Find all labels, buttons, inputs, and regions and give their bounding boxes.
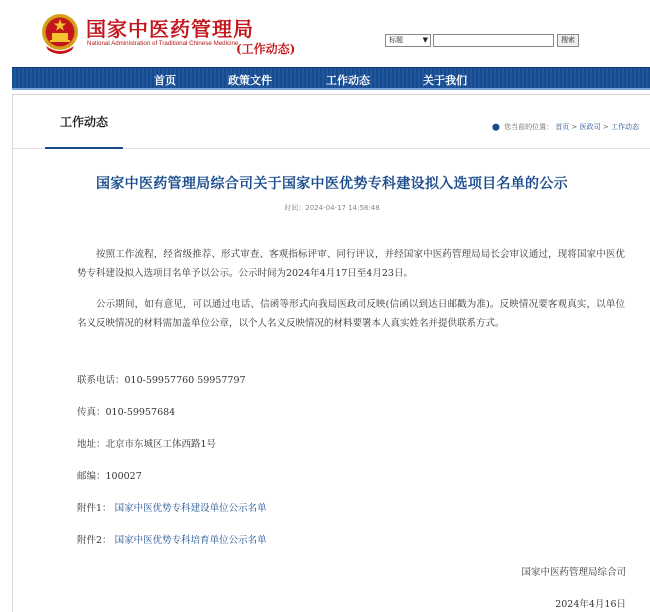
breadcrumb-separator: >: [602, 123, 609, 131]
attachment-2: [77, 532, 267, 546]
breadcrumb-dept[interactable]: 医政司: [579, 123, 601, 131]
section-title: 工作动态: [45, 95, 123, 149]
breadcrumb: [492, 122, 639, 132]
breadcrumb-home[interactable]: 首页: [555, 123, 570, 131]
signature-date: 2024年4月16日: [555, 599, 626, 610]
contact-postcode: 邮编：100027: [77, 471, 142, 482]
contact-phone: 联系电话：010-59957760 59957797: [77, 375, 246, 386]
nav-item-about[interactable]: 关于我们: [423, 74, 467, 87]
site-logo-subtitle: National Administration of Traditional Chinese Medicine: [87, 40, 239, 47]
attachment-label: 附件2：: [77, 535, 112, 546]
search-scope-select[interactable]: [385, 34, 431, 47]
publish-time: 时间：2024-04-17 14:58:48: [284, 204, 380, 212]
breadcrumb-prefix: 您当前的位置：: [504, 123, 554, 131]
national-emblem-icon: [40, 12, 80, 56]
attachment-1: [77, 500, 267, 514]
breadcrumb-separator: >: [571, 123, 578, 131]
search-button[interactable]: 搜索: [557, 34, 579, 47]
signature: 国家中医药管理局综合司: [521, 567, 626, 578]
chevron-down-icon: ▼: [422, 36, 428, 44]
nav-item-work-news[interactable]: 工作动态: [326, 74, 370, 87]
main-nav: [12, 67, 650, 90]
article-title: 国家中医药管理局综合司关于国家中医优势专科建设拟入选项目名单的公示: [96, 176, 568, 192]
attachment-link-1[interactable]: 国家中医优势专科建设单位公示名单: [114, 503, 267, 514]
nav-item-home[interactable]: 首页: [154, 74, 176, 87]
article-paragraph-2: 公示期间，如有意见，可以通过电话、信函等形式向我局医政司反映(信函以到达日邮戳为准)。反映情况要客观真实，以单位名义反映情况的材料需加盖单位公章，以个人名义反映情况的材料要署本人真实姓名并提供联系方式。: [77, 299, 625, 329]
contact-address: 地址：北京市东城区工体西路1号: [77, 439, 217, 450]
section-header: [13, 95, 650, 149]
site-logo-title[interactable]: 国家中医药管理局: [86, 17, 254, 41]
location-pin-icon: ⬤: [492, 123, 500, 131]
content-panel: [12, 94, 650, 612]
attachment-link-2[interactable]: 国家中医优势专科培育单位公示名单: [114, 535, 267, 546]
site-header: [0, 0, 650, 66]
breadcrumb-current[interactable]: 工作动态: [611, 123, 639, 131]
attachment-label: 附件1：: [77, 503, 112, 514]
article-paragraph-1: 按照工作流程，经省级推荐、形式审查、客观指标评审、同行评议，并经国家中医药管理局局长会审议通过，现将国家中医优势专科建设拟入选项目名单予以公示。公示时间为2024年4月17日至4月23日。: [77, 249, 625, 279]
nav-item-policy[interactable]: 政策文件: [228, 74, 272, 87]
search-scope-value: 标题: [389, 36, 403, 44]
search-input[interactable]: [433, 34, 554, 47]
contact-fax: 传真：010-59957684: [77, 407, 176, 418]
section-tag: (工作动态): [236, 42, 296, 56]
